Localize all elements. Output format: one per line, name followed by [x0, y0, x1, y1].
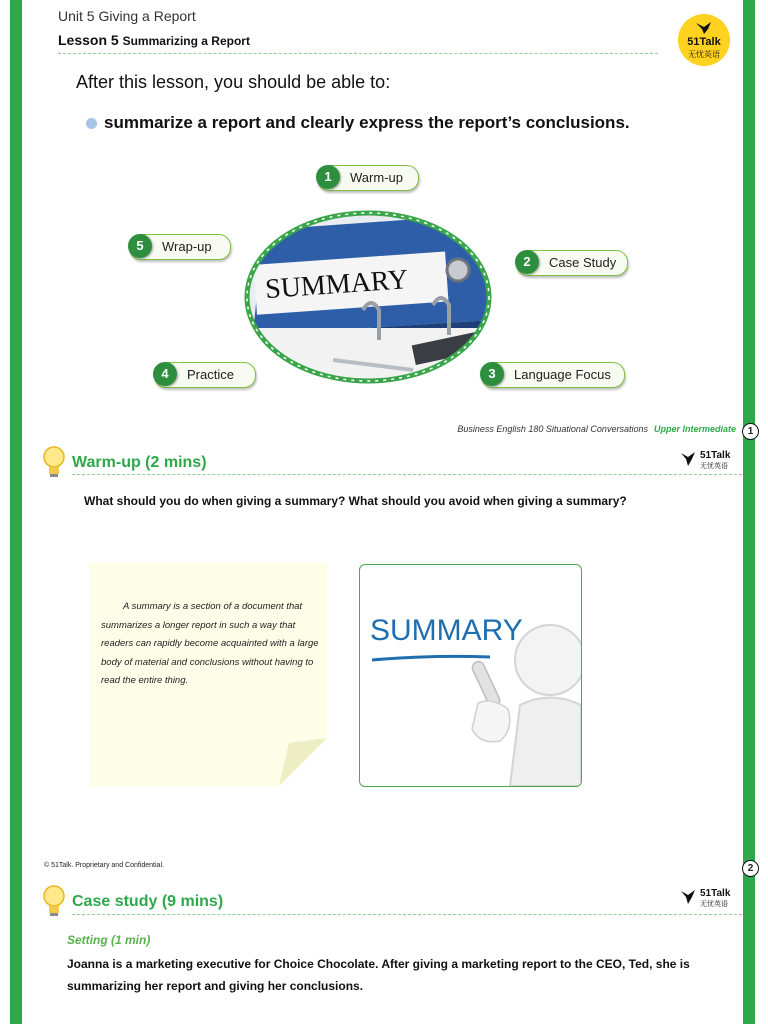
definition-text: A summary is a section of a document that summarizes a longer report in such a way that readers can rapidly become acquainted with a large body of material and conclusions without having to read the entire thing. — [101, 601, 319, 686]
setting-label: Setting (1 min) — [67, 933, 151, 947]
agenda-label: Language Focus — [514, 367, 611, 382]
lightbulb-icon — [42, 885, 66, 919]
logo-brand-text: 51Talk — [700, 450, 731, 461]
lesson-number: Lesson 5 — [58, 32, 119, 48]
logo-cn-text: 无忧英语 — [688, 50, 720, 59]
agenda-language-focus — [481, 362, 625, 388]
bird-icon — [680, 451, 696, 467]
objective-item: summarize a report and clearly express the report’s conclusions. — [104, 113, 630, 132]
figure-writing-summary — [360, 565, 581, 786]
left-green-bar — [10, 0, 22, 1024]
lightbulb-icon — [42, 446, 66, 480]
agenda-number: 5 — [128, 234, 152, 258]
agenda-case-study — [516, 250, 628, 276]
agenda-practice — [154, 362, 256, 388]
agenda-number: 4 — [153, 362, 177, 386]
agenda-label: Warm-up — [350, 170, 403, 185]
case-study-divider — [72, 914, 742, 915]
agenda-warm-up — [317, 165, 419, 191]
logo-brand-text: 51Talk — [687, 36, 721, 48]
course-name: Business English 180 Situational Conversations — [457, 424, 648, 434]
agenda-number: 3 — [480, 362, 504, 386]
copyright-text: © 51Talk. Proprietary and Confidential. — [44, 862, 164, 869]
agenda-wrap-up — [129, 234, 231, 260]
section-logo — [680, 450, 742, 470]
agenda-label: Case Study — [549, 255, 617, 270]
agenda-label: Wrap-up — [162, 239, 212, 254]
agenda-label: Practice — [187, 367, 234, 382]
bullet-dot-icon — [86, 118, 97, 129]
brand-logo — [678, 14, 730, 66]
bird-icon — [680, 889, 696, 905]
case-study-title: Case study (9 mins) — [72, 893, 224, 910]
unit-title: Unit 5 Giving a Report — [58, 8, 196, 24]
logo-cn-text: 无忧英语 — [700, 901, 728, 908]
warmup-title: Warm-up (2 mins) — [72, 454, 207, 471]
course-footer — [457, 424, 736, 434]
summary-figure-image — [359, 564, 582, 787]
lesson-title: Summarizing a Report — [122, 34, 250, 48]
image-summary-word: SUMMARY — [370, 614, 523, 647]
page-number-1: 1 — [742, 423, 759, 440]
page-number-2: 2 — [742, 860, 759, 877]
binder-label: SUMMARY — [264, 264, 410, 306]
lesson-heading — [58, 32, 250, 48]
case-study-text: Joanna is a marketing executive for Choice Chocolate. After giving a marketing report to the CEO, Ted, she is summarizing her report and giving her conclusions. — [67, 957, 690, 993]
bird-icon — [695, 21, 713, 35]
agenda-number: 2 — [515, 250, 539, 274]
agenda-number: 1 — [316, 165, 340, 189]
warmup-divider — [72, 474, 742, 475]
objectives-intro: After this lesson, you should be able to: — [76, 72, 391, 92]
summary-binder-image — [243, 210, 493, 384]
logo-brand-text: 51Talk — [700, 888, 731, 899]
course-level: Upper Intermediate — [653, 424, 736, 434]
warmup-question: What should you do when giving a summary? What should you avoid when giving a summary? — [84, 494, 627, 508]
header-divider — [58, 53, 658, 54]
section-logo — [680, 888, 742, 908]
logo-cn-text: 无忧英语 — [700, 463, 728, 470]
